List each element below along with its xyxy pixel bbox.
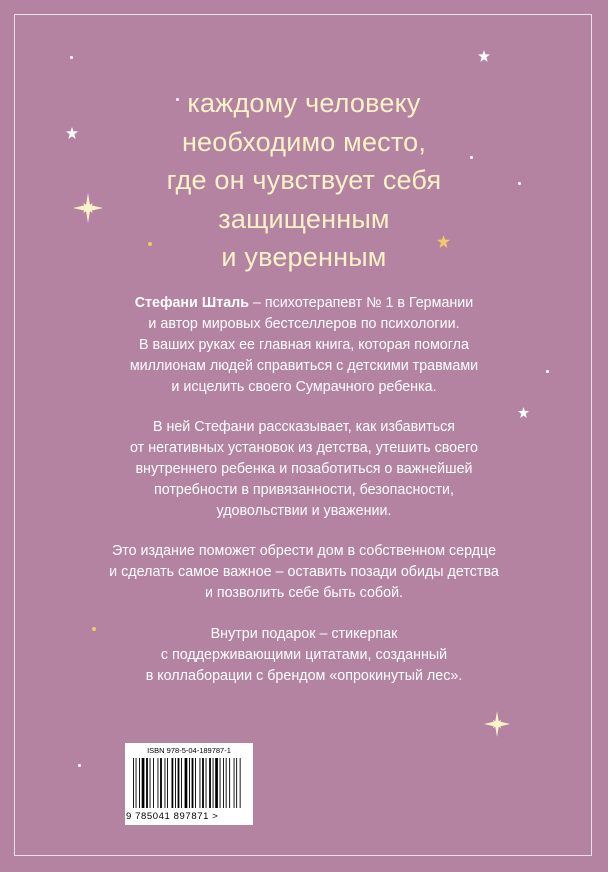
paragraph-line: миллионам людей справиться с детскими травмами [129, 358, 479, 374]
quote-line: где он чувствует себя [166, 165, 442, 195]
paragraph-line: Внутри подарок – стикерпак [210, 626, 398, 642]
barcode-bar [133, 758, 134, 808]
barcode-bar [172, 758, 174, 808]
dot-icon [70, 56, 73, 59]
cover-quote [0, 84, 608, 277]
sparkle-star-icon [484, 711, 510, 737]
barcode-bar [220, 758, 221, 808]
barcode-bars [133, 758, 245, 812]
barcode-bar [236, 758, 237, 808]
quote-line: защищенным [218, 203, 390, 234]
barcode-bar [234, 758, 235, 808]
barcode-bar [175, 758, 176, 808]
barcode-bar [178, 758, 180, 808]
benefit-paragraph [40, 541, 568, 604]
small-star-icon [478, 50, 490, 62]
quote-line: необходимо место, [181, 126, 427, 157]
isbn-barcode [125, 743, 253, 825]
barcode-bar [167, 758, 168, 808]
barcode-bar [150, 758, 151, 808]
barcode-bar [139, 758, 140, 808]
author-description: – психотерапевт № 1 в Германии [249, 295, 474, 311]
paragraph-line: В ваших руках ее главная книга, которая помогла [139, 337, 469, 353]
barcode-digits: 9 785041 897871 > [126, 811, 219, 822]
paragraph-line: удовольствии и уважении. [216, 503, 392, 519]
barcode-bar [142, 758, 145, 808]
barcode-bar [229, 758, 230, 808]
barcode-bar [136, 758, 137, 808]
dot-icon [78, 764, 81, 767]
paragraph-line: Это издание поможет обрести дом в собственном сердце [111, 543, 497, 559]
paragraph-line: и исцелить своего Сумрачного ребенка. [171, 379, 437, 395]
quote-line: и уверенным [221, 242, 387, 272]
barcode-bar [185, 758, 188, 808]
paragraph-line: внутреннего ребенка и позаботиться о важнейшей [135, 461, 473, 477]
barcode-bar [202, 758, 204, 808]
paragraph-line: с поддерживающими цитатами, созданный [160, 647, 448, 663]
barcode-bar [223, 758, 224, 808]
barcode-bar [153, 758, 154, 808]
barcode-bar [206, 758, 207, 808]
barcode-bar [209, 758, 211, 808]
quote-line: каждому человеку [187, 88, 421, 118]
author-name: Стефани Шталь [134, 295, 250, 311]
gift-paragraph [40, 624, 568, 687]
content-paragraph [40, 417, 568, 522]
barcode-bar [240, 758, 241, 808]
paragraph-line: потребности в привязанности, безопасности, [153, 482, 454, 498]
barcode-bar [160, 758, 162, 808]
paragraph-line: и сделать самое важное – оставить позади обиды детства [109, 564, 499, 580]
paragraph-line: и позволить себе быть собой. [204, 585, 404, 601]
barcode-bar [189, 758, 190, 808]
paragraph-line: В ней Стефани рассказывает, как избавиться [152, 419, 456, 435]
author-paragraph [40, 293, 568, 398]
isbn-number: ISBN 978-5-04-189787-1 [147, 746, 231, 755]
barcode-bar [165, 758, 166, 808]
paragraph-line [40, 293, 568, 314]
paragraph-line: в коллаборации с брендом «опрокинутый лес». [145, 668, 463, 684]
barcode-bar [195, 758, 196, 808]
barcode-bar [181, 758, 182, 808]
barcode-bar [200, 758, 201, 808]
paragraph-line: и автор мировых бестселлеров по психологии. [148, 316, 460, 332]
barcode-bar [226, 758, 227, 808]
barcode-bar [213, 758, 214, 808]
barcode-bar [215, 758, 218, 808]
paragraph-line: от негативных установок из детства, утешить своего [130, 440, 478, 456]
barcode-bar [192, 758, 194, 808]
barcode-bar [146, 758, 148, 808]
barcode-bar [158, 758, 159, 808]
